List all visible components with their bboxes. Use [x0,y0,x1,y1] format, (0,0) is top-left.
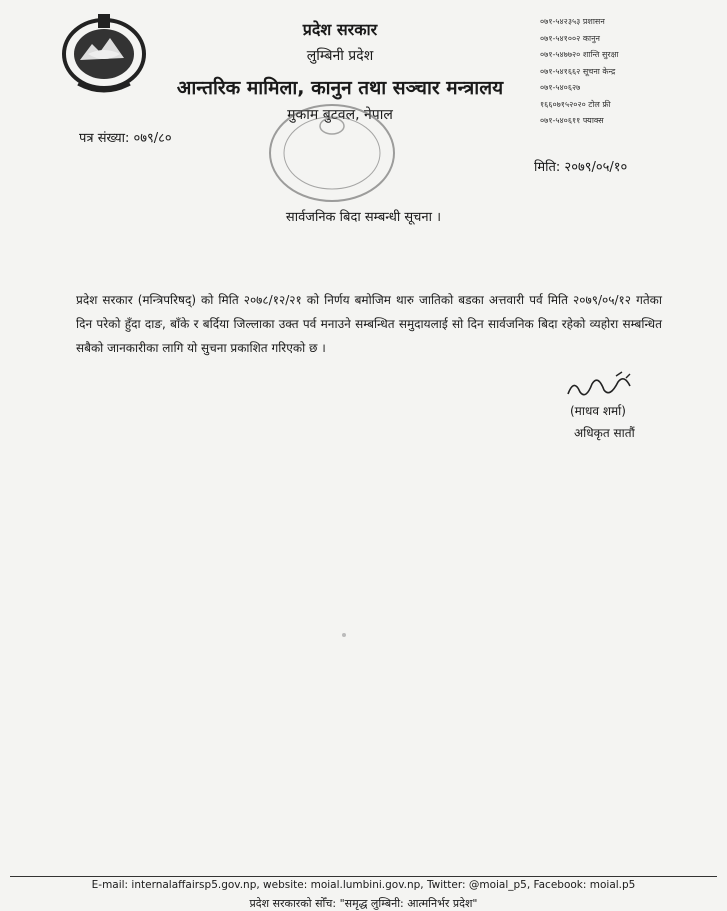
contact-item: ०७१-५४०६२७ [540,83,581,92]
footer-contact: E-mail: internalaffairsp5.gov.np, website: moial.lumbini.gov.np, Twitter: @moial_p5, Facebook: moial.p5 [91,879,636,891]
contact-item: ०७१-५४१६६२ सूचना केन्द्र [540,66,616,76]
header-ministry: आन्तरिक मामिला, कानुन तथा सञ्चार मन्त्रालय [176,77,504,99]
notice-body: प्रदेश सरकार (मन्त्रिपरिषद्) को मिति २०७८/१२/२१ को निर्णय बमोजिम थारु जातिको बडका अत्तवारी पर्व मिति २०७९/०५/१२ गतेका दिन परेको हुँदा दाङ, बाँके र बर्दिया जिल्लाका उक्त पर्व मनाउने सम्बन्धित समुदायलाई सो दिन सार्वजनिक बिदा रहेको व्यहोरा सम्बन्धित सबैको जानकारीका लागि यो सुचना प्रकाशित गरिएको छ । [76,293,662,355]
contact-item: ०७१-५४०६११ फ्याक्स [540,116,604,125]
signature-icon [560,370,670,406]
notice-subject: सार्वजनिक बिदा सम्बन्धी सूचना । [285,210,442,225]
footer-slogan: प्रदेश सरकारको सोँच: "समृद्ध लुम्बिनी: आत्मनिर्भर प्रदेश" [249,897,478,910]
official-stamp-icon [262,98,402,208]
contact-item: ०७१-५४२३५३ प्रशासन [540,17,605,26]
header-province: लुम्बिनी प्रदेश [306,48,374,64]
contact-item: १६६०७१५२०२० टोल फ्री [540,99,611,109]
scan-speck [342,633,346,637]
letter-date: मिति: २०७९/०५/१० [534,160,628,175]
contact-item: ०७१-५४१००२ कानुन [540,33,600,43]
reference-number: पत्र संख्या: ०७९/८० [79,131,172,146]
contact-item: ०७१-५४७७२० शान्ति सुरक्षा [540,50,619,59]
header-government: प्रदेश सरकार [302,20,378,39]
header-location: मुकाम बुटवल, नेपाल [287,107,393,123]
signatory-title: अधिकृत सातौं [574,426,635,440]
footer-divider [10,876,717,877]
contact-list [540,14,619,130]
signatory-name: (माधव शर्मा) [570,404,626,418]
